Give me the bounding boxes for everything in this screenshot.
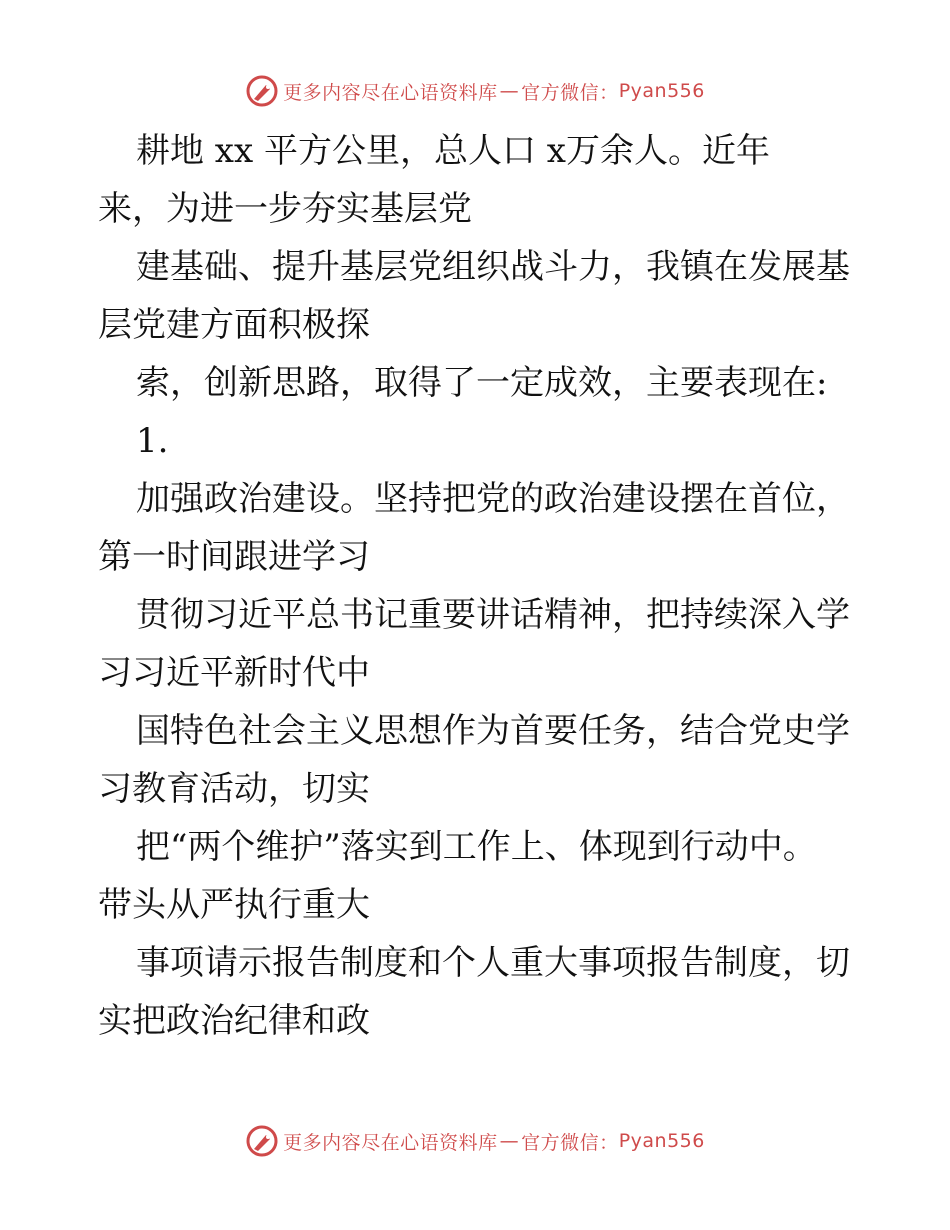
footer-banner [0, 1124, 950, 1158]
body-line: 带头从严执行重大 [98, 885, 370, 925]
body-line: 实把政治纪律和政 [98, 1001, 370, 1041]
body-line: 索，创新思路，取得了一定成效，主要表现在: [136, 363, 828, 403]
header-banner [0, 74, 950, 108]
body-line: 国特色社会主义思想作为首要任务，结合党史学 [136, 711, 850, 751]
body-line: 建基础、提升基层党组织战斗力，我镇在发展基 [136, 247, 850, 287]
body-line: 把“两个维护”落实到工作上、体现到行动中。 [136, 827, 817, 867]
document-body [98, 122, 868, 1050]
promo-text: 更多内容尽在心语资料库 [283, 1131, 498, 1154]
body-line: 第一时间跟进学习 [98, 537, 370, 577]
body-line: 层党建方面积极探 [98, 305, 370, 345]
body-line: 来，为进一步夯实基层党 [98, 189, 472, 229]
body-line: 习习近平新时代中 [98, 653, 370, 693]
wechat-label: 官方微信： [521, 81, 619, 104]
body-line: 1. [136, 421, 169, 461]
separator: — [499, 1130, 520, 1152]
body-line: 贯彻习近平总书记重要讲话精神，把持续深入学 [136, 595, 850, 635]
body-line: 习教育活动，切实 [98, 769, 370, 809]
wechat-id: Pyan556 [618, 80, 705, 102]
wechat-id: Pyan556 [618, 1130, 705, 1152]
pen-nib-logo-icon [245, 1124, 279, 1158]
pen-nib-logo-icon [245, 74, 279, 108]
body-line: 加强政治建设。坚持把党的政治建设摆在首位， [136, 479, 850, 519]
body-line: 事项请示报告制度和个人重大事项报告制度，切 [136, 943, 850, 983]
promo-text: 更多内容尽在心语资料库 [283, 81, 498, 104]
body-line: 耕地 xx 平方公里，总人口 x万余人。近年 [136, 131, 770, 171]
separator: — [499, 80, 520, 102]
wechat-label: 官方微信： [521, 1131, 619, 1154]
